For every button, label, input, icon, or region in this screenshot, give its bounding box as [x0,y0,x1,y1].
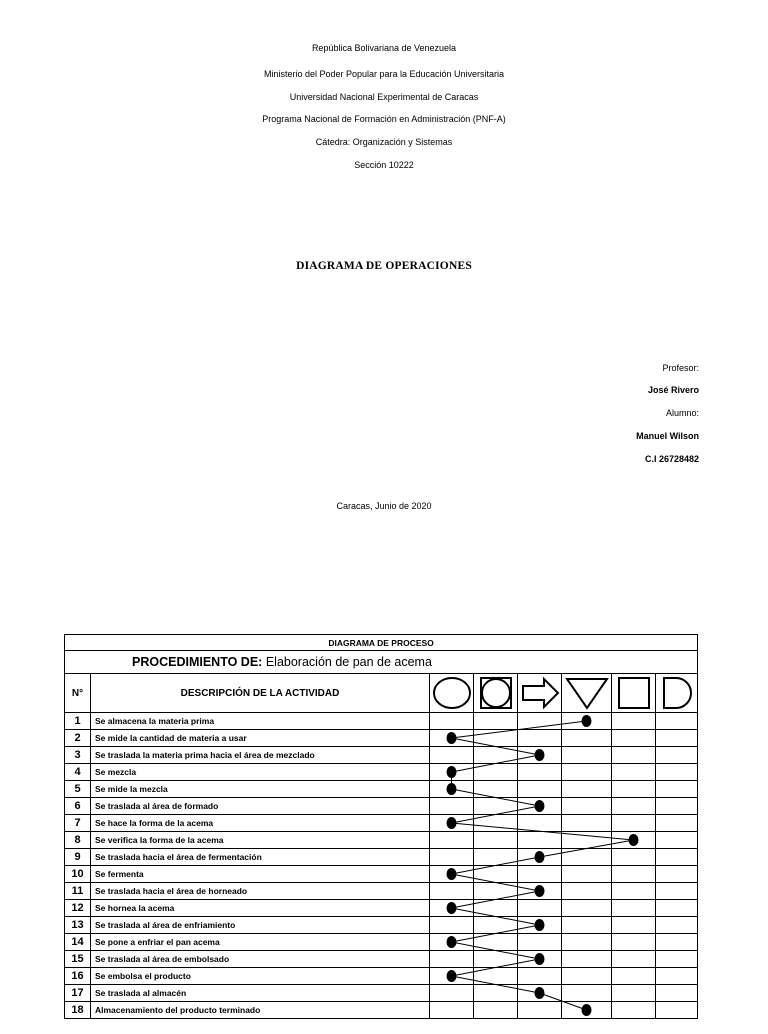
activity-number: 16 [65,968,91,985]
symbol-cell [518,883,562,900]
symbol-cell [612,968,656,985]
process-diagram [64,634,697,1034]
activity-description: Se mide la cantidad de materia a usar [91,730,430,747]
symbol-cell [612,883,656,900]
profesor-name: José Rivero [647,385,699,395]
activity-description: Se verifica la forma de la acema [91,832,430,849]
header-line-catedra: Cátedra: Organización y Sistemas [315,137,453,147]
activity-row [65,730,698,747]
activity-row [65,849,698,866]
process-table-title: DIAGRAMA DE PROCESO [65,635,698,651]
header-line-ministry: Ministerio del Poder Popular para la Educación Universitaria [263,69,505,79]
symbol-cell [518,764,562,781]
activity-row [65,900,698,917]
symbol-cell [612,781,656,798]
symbol-cell [518,781,562,798]
symbol-cell [518,934,562,951]
symbol-cell [518,900,562,917]
symbol-cell [562,747,612,764]
activity-description: Se pone a enfriar el pan acema [91,934,430,951]
symbol-cell [474,951,518,968]
alumno-name: Manuel Wilson [636,431,699,441]
symbol-cell [474,985,518,1002]
activity-description: Se mide la mezcla [91,781,430,798]
symbol-cell [562,832,612,849]
symbol-cell [430,781,474,798]
symbol-cell [612,866,656,883]
symbol-cell [430,968,474,985]
storage-triangle-icon [562,674,612,713]
symbol-cell [656,798,698,815]
procedure-label: PROCEDIMIENTO DE: [132,655,263,669]
symbol-cell [518,730,562,747]
student-id: C.I 26728482 [644,454,699,464]
activity-description: Se almacena la materia prima [91,713,430,730]
symbol-cell [474,934,518,951]
symbol-cell [518,951,562,968]
symbol-cell [518,985,562,1002]
symbol-cell [430,798,474,815]
activity-number: 18 [65,1002,91,1019]
activity-row [65,832,698,849]
symbol-cell [562,713,612,730]
symbol-cell [656,883,698,900]
symbol-cell [562,764,612,781]
symbol-cell [430,747,474,764]
symbol-cell [562,951,612,968]
symbol-cell [474,713,518,730]
activity-number: 9 [65,849,91,866]
activity-number: 15 [65,951,91,968]
symbol-cell [518,1002,562,1019]
activity-number: 5 [65,781,91,798]
symbol-cell [656,849,698,866]
symbol-cell [518,832,562,849]
symbol-cell [656,900,698,917]
activity-number: 14 [65,934,91,951]
activity-description: Se traslada hacia el área de fermentación [91,849,430,866]
symbol-cell [474,968,518,985]
activity-row [65,747,698,764]
header-line-republic: República Bolivariana de Venezuela [311,43,457,53]
symbol-cell [562,934,612,951]
symbol-cell [430,934,474,951]
activity-number: 4 [65,764,91,781]
symbol-cell [656,968,698,985]
activity-row [65,781,698,798]
symbol-cell [518,917,562,934]
symbol-cell [612,747,656,764]
symbol-cell [656,781,698,798]
symbol-cell [562,968,612,985]
symbol-cell [430,985,474,1002]
symbol-cell [562,849,612,866]
procedure-name: Elaboración de pan de acema [265,655,432,669]
symbol-cell [656,815,698,832]
symbol-cell [474,849,518,866]
symbol-cell [612,832,656,849]
symbol-cell [562,730,612,747]
symbol-cell [474,730,518,747]
symbol-cell [430,866,474,883]
activity-number: 6 [65,798,91,815]
combined-square-circle-icon [474,674,518,713]
place-date: Caracas, Junio de 2020 [336,501,432,511]
activity-row [65,934,698,951]
symbol-cell [612,985,656,1002]
header-line-program: Programa Nacional de Formación en Administración (PNF-A) [262,114,506,124]
activity-row [65,866,698,883]
symbol-cell [518,798,562,815]
symbol-cell [562,883,612,900]
operation-circle-icon [430,674,474,713]
symbol-cell [474,866,518,883]
activity-description: Se traslada al área de formado [91,798,430,815]
symbol-cell [612,815,656,832]
activity-number: 3 [65,747,91,764]
symbol-cell [474,883,518,900]
profesor-label: Profesor: [662,363,699,373]
activity-description: Se traslada hacia el área de horneado [91,883,430,900]
column-description-header: DESCRIPCIÓN DE LA ACTIVIDAD [91,674,430,713]
symbol-cell [656,832,698,849]
symbol-cell [612,849,656,866]
symbol-cell [656,764,698,781]
symbol-cell [518,968,562,985]
symbol-cell [562,900,612,917]
symbol-cell [430,730,474,747]
symbol-cell [474,1002,518,1019]
activity-description: Se traslada la materia prima hacia el área de mezclado [91,747,430,764]
activity-row [65,968,698,985]
symbol-cell [518,866,562,883]
activity-row [65,917,698,934]
activity-description: Se embolsa el producto [91,968,430,985]
symbol-cell [430,832,474,849]
activity-description: Se traslada al área de embolsado [91,951,430,968]
symbol-cell [562,866,612,883]
activity-number: 10 [65,866,91,883]
symbol-cell [656,934,698,951]
activity-number: 13 [65,917,91,934]
document-title: DIAGRAMA DE OPERACIONES [296,260,472,272]
activity-row [65,815,698,832]
activity-number: 12 [65,900,91,917]
symbol-cell [612,934,656,951]
header-line-university: Universidad Nacional Experimental de Caracas [289,92,479,102]
symbol-cell [430,883,474,900]
symbol-cell [612,1002,656,1019]
activity-number: 1 [65,713,91,730]
symbol-cell [430,764,474,781]
symbol-cell [430,713,474,730]
symbol-cell [656,866,698,883]
activity-number: 7 [65,815,91,832]
symbol-cell [430,1002,474,1019]
symbol-cell [474,815,518,832]
activity-description: Se traslada al almacén [91,985,430,1002]
symbol-cell [656,1002,698,1019]
symbol-cell [562,917,612,934]
transport-arrow-icon [518,674,562,713]
symbol-cell [656,747,698,764]
symbol-cell [562,1002,612,1019]
symbol-cell [656,917,698,934]
symbol-cell [430,951,474,968]
symbol-cell [562,985,612,1002]
symbol-cell [518,713,562,730]
symbol-cell [474,764,518,781]
symbol-cell [656,730,698,747]
activity-description: Se hace la forma de la acema [91,815,430,832]
symbol-cell [430,849,474,866]
symbol-cell [474,917,518,934]
symbol-cell [518,747,562,764]
activity-number: 11 [65,883,91,900]
activity-description: Se hornea la acema [91,900,430,917]
symbol-cell [474,781,518,798]
symbol-cell [562,815,612,832]
activity-row [65,1002,698,1019]
symbol-cell [612,917,656,934]
activity-row [65,713,698,730]
symbol-cell [612,900,656,917]
activity-row [65,985,698,1002]
symbol-cell [612,764,656,781]
delay-d-icon [656,674,698,713]
activity-description: Se traslada al área de enfriamiento [91,917,430,934]
symbol-cell [430,815,474,832]
activity-description: Almacenamiento del producto terminado [91,1002,430,1019]
symbol-cell [612,798,656,815]
procedure-heading [65,651,698,674]
activity-row [65,883,698,900]
symbol-cell [518,849,562,866]
activity-row [65,951,698,968]
symbol-cell [430,917,474,934]
activity-number: 2 [65,730,91,747]
activity-number: 8 [65,832,91,849]
symbol-cell [612,713,656,730]
symbol-cell [656,713,698,730]
symbol-cell [612,730,656,747]
activity-description: Se mezcla [91,764,430,781]
symbol-cell [656,951,698,968]
activity-number: 17 [65,985,91,1002]
symbol-cell [518,815,562,832]
process-table [64,634,698,1019]
activity-row [65,798,698,815]
symbol-cell [430,900,474,917]
symbol-cell [562,781,612,798]
symbol-cell [656,985,698,1002]
symbol-cell [474,747,518,764]
symbol-cell [474,900,518,917]
symbol-cell [562,798,612,815]
symbol-cell [474,832,518,849]
column-number-header: N° [65,674,91,713]
activity-row [65,764,698,781]
symbol-cell [474,798,518,815]
alumno-label: Alumno: [665,408,699,418]
inspection-square-icon [612,674,656,713]
activity-description: Se fermenta [91,866,430,883]
header-line-section: Sección 10222 [354,160,414,170]
symbol-cell [612,951,656,968]
